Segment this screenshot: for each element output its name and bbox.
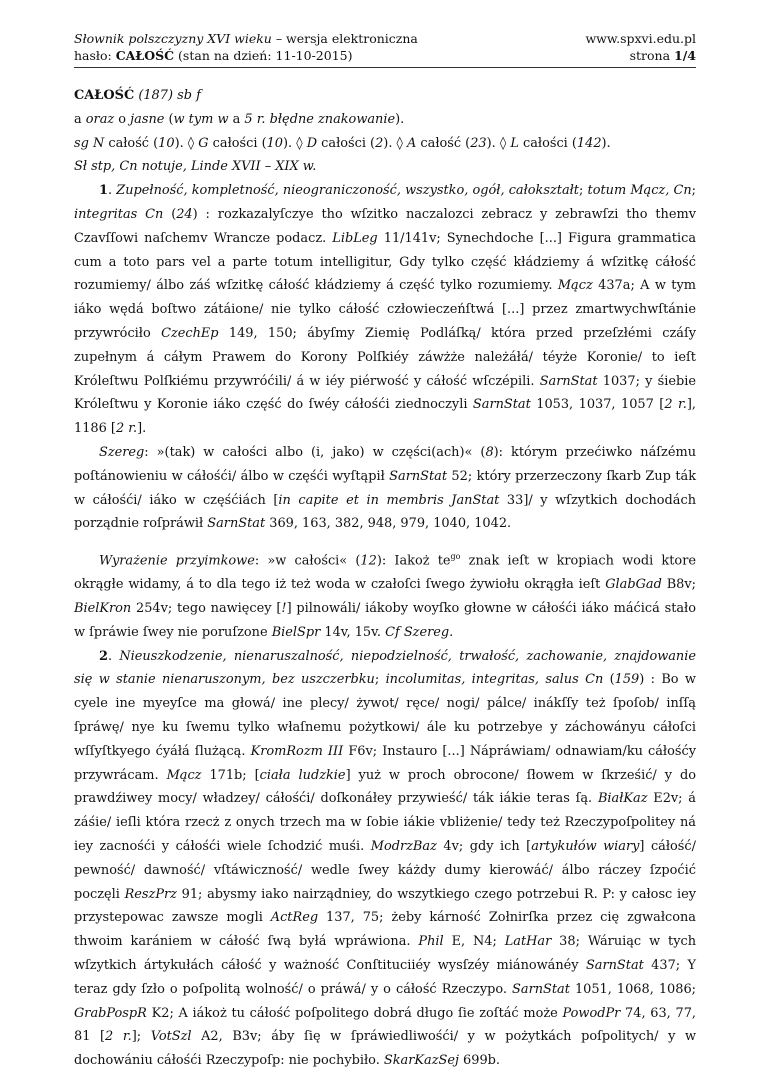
page-label: strona [629, 48, 675, 63]
source-abbrev: SarnStat [389, 468, 448, 484]
orth-seg: ( [164, 111, 174, 127]
s1-seg: ; [691, 183, 696, 199]
source-abbrev: GrabPospR [74, 1005, 147, 1021]
sense-number: 2 [99, 648, 108, 664]
source-abbrev: BielKron [74, 601, 132, 617]
inflection-line [74, 132, 696, 156]
s1-seg: . [107, 183, 117, 199]
infl-seg: D [306, 135, 318, 151]
source-abbrev: GlabGad [605, 577, 662, 593]
subhead-szereg: Szereg [99, 444, 145, 460]
quote: ): Iakoż te [376, 553, 451, 569]
entry-label: hasło: [74, 48, 116, 63]
s2-seg: 699b. [458, 1053, 501, 1069]
entry-headline [74, 84, 696, 108]
source-abbrev: SarnStat [512, 981, 570, 997]
superscript: go [450, 552, 461, 562]
infl-seg: ). ◊ [383, 135, 407, 151]
editorial-note: artykułów wiary [531, 839, 640, 854]
orth-seg: jasne [130, 111, 165, 127]
szereg-block [74, 441, 696, 536]
orth-seg: a [74, 111, 86, 127]
source-abbrev: SarnStat [207, 516, 266, 532]
sources-line [74, 155, 696, 179]
wyr-seg: : »w całości« ( [254, 553, 361, 569]
infl-seg: ). ◊ [486, 135, 511, 151]
running-header [74, 30, 696, 64]
quote: F6v; Instauro [...] Nápráwiam/ odnawiam/ku cáłośćy przywrácam. [74, 743, 696, 783]
s2-seg: 1051, 1068, 1086; [569, 981, 696, 997]
latin-equivalent: totum Mącz, Cn [587, 183, 692, 199]
infl-seg: całości ( [518, 135, 577, 151]
count: 8 [485, 444, 494, 460]
sense-1 [74, 179, 696, 441]
s2-seg: ; [374, 672, 386, 688]
quote: K2; A iákoż tu cáłość poſpolitego dobrá długo ſie zoſtáć może [146, 1005, 563, 1021]
sense-2 [74, 645, 696, 1073]
quote: 137, 75; żeby kárność Zołnirſka przez cię zgwałcona thwoim karániem w cáłość ſwą byłá wpráwiona. [74, 910, 696, 950]
quote: ): którym przećiwko náſzému poſtánowieniu w cáłośći/ álbo w częśći wyſtąpił [74, 444, 696, 484]
infl-seg: ). ◊ [283, 135, 307, 151]
sources-note: Sł stp, Cn notuje, Linde XVII – XIX w. [74, 159, 317, 175]
infl-seg: ). [601, 135, 611, 151]
orthography-note [74, 108, 696, 132]
infl-seg: całość ( [104, 135, 159, 151]
quote: ) : rozkazalyſczye tho wſzitko naczalozci zebracz y zebrawſzi tho themv Czavſſowi naſchemv Wrancze podacz. [74, 206, 696, 246]
wyrazenie-block [74, 545, 696, 644]
quote: E2v; á záśie/ ieſli która rzecż z onych trzech ma w ſobie iákie vbliżenie/ tedy też Rzeczypoſpolitey ná iey zacnośći y cáłośći wiele ſchodzić muśi. [74, 791, 696, 854]
header-right [585, 30, 696, 64]
date-note: (stan na dzień: 11-10-2015) [174, 48, 353, 63]
quote: 1037; y śiebie Króleſtwu y Koronie iáko część do ſwéy cáłośći ziednoczyli [74, 373, 696, 413]
quote: ] pilnowáli/ iákoby woyſko głowne w cáłośći iáko máćicá stało w ſpráwie ſwey nie poruſzone [74, 601, 697, 640]
orth-seg: o [114, 111, 131, 127]
s1-seg: ], 1186 [ [74, 397, 696, 437]
source-abbrev: ActReg [270, 910, 319, 926]
cross-reference[interactable]: Cf Szereg [385, 624, 450, 640]
s2-seg: E, N4; [443, 934, 505, 950]
infl-seg: całości ( [317, 135, 376, 151]
s2-seg: 4v; gdy ich [ [436, 839, 532, 854]
orth-seg: ). [395, 111, 405, 127]
source-abbrev: ModrzBaz [370, 839, 437, 854]
infl-seg: ). ◊ [174, 135, 199, 151]
quote: 33]/ y wſzytkich dochodách porządnie roſpráwił [74, 492, 697, 532]
infl-seg: 10 [158, 135, 175, 151]
source-abbrev: PowodPr [562, 1005, 621, 1021]
quote: 11/141v; Synechdoche [...] Figura grammatica cum a toto pars vel a parte totum intelligitur, Gdy tylko część kłádziemy á wſzitkę cáłość rozumiemy/ álbo záś wſzitkę cáłość kłádziemy á część tylko rozumiemy. [74, 230, 696, 294]
quote: 91; abysmy iako nairządniey, do wszytkiego czego potrzebui R. P: y całosc iey przystepowac zawsze mogli [74, 886, 696, 926]
quote: ] yuż w proch obrocone/ ſłowem w ſkrześić/ y do prawdźiwey mocy/ władzey/ cáłośći/ doſkonáłey przywieść/ ták iákie teras ſą. [74, 767, 696, 807]
source-abbrev: SarnStat [539, 373, 598, 389]
source-abbrev: Mącz [166, 767, 202, 783]
s2-seg: 74, 63, 77, 81 [ [74, 1005, 697, 1045]
source-abbrev: Phil [418, 934, 444, 950]
s1-seg: 2 r. [115, 421, 138, 437]
quote: 254v; tego nawięcey [ [131, 601, 282, 617]
infl-seg: 10 [266, 135, 284, 151]
infl-seg: L [510, 135, 519, 151]
editorial-note: ciała ludzkie [259, 767, 346, 783]
subhead-wyrazenie: Wyrażenie przyimkowe [99, 553, 255, 569]
infl-seg: całość ( [416, 135, 471, 151]
s2-seg: ( [603, 672, 615, 688]
infl-seg: 2 [375, 135, 384, 151]
header-left [74, 30, 418, 64]
count: 159 [614, 672, 640, 688]
quote: 38; Wáruiąc w tych wſzytkich ártykułách cáłość y ważność Conſtituciiéy wysſzéy miánowánéy [74, 934, 697, 973]
wyr-seg: ! [281, 601, 287, 617]
quote: ] cáłość/ pewność/ dawność/ vſtáwiczność/ wedle ſwey káżdy dumy kierowáć/ álbo ráczey ſzpoćić poczęli [74, 839, 696, 902]
infl-seg: całości ( [208, 135, 267, 151]
wyr-seg: B8v; [661, 577, 696, 593]
s2-seg: . [107, 648, 120, 664]
s1-seg: ]. [137, 421, 147, 437]
quote: 52; który przerzeczony ſkarb Zup ták w cáłośći/ iáko w częśćiách [ [74, 468, 697, 508]
source-abbrev: BielSpr [271, 624, 321, 640]
source-abbrev: ReszPrz [124, 886, 177, 902]
entry-content [74, 84, 696, 1073]
s1-seg: 2 r. [664, 397, 687, 413]
head-pos: sb f [177, 88, 201, 103]
source-abbrev: VotSzl [150, 1029, 192, 1045]
szereg-seg: 369, 163, 382, 948, 979, 1040, 1042. [265, 516, 512, 532]
page-number: 1/4 [674, 48, 696, 63]
source-abbrev: SkarKazSej [383, 1053, 459, 1069]
wyr-seg: . [449, 624, 454, 640]
orth-seg: w tym w [173, 111, 229, 127]
infl-seg: 142 [576, 135, 602, 151]
s1-seg: ; [579, 183, 588, 199]
quote: znak ieſt w kropiach wodi ktore okrągłe widamy, á to dla tego iż też woda w czałoſci ſwego żywiołu okrągła ieſt [74, 553, 696, 593]
count: 12 [360, 553, 377, 569]
latin-equivalent: integritas Cn [74, 206, 164, 222]
s1-seg: ( [163, 206, 177, 222]
latin-quote: in capite et in membris JanStat [278, 492, 500, 508]
quote: 437a; A w tym iáko wędá boſtwo zátáione/ nie tylko cáłość człowieczeńſtwá [...] przez zmartwychwſtánie przywróciło [74, 278, 696, 341]
infl-seg: A [407, 135, 417, 151]
source-abbrev: SarnStat [472, 397, 531, 413]
orth-seg: oraz [85, 111, 115, 127]
s1-seg: 1053, 1037, 1057 [ [530, 397, 665, 413]
s2-seg: 2 r. [105, 1029, 132, 1045]
source-abbrev: LibLeg [332, 230, 378, 246]
source-abbrev: BiałKaz [597, 791, 648, 807]
version-label: – wersja elektroniczna [271, 31, 418, 46]
szereg-seg: : »(tak) w całości albo (i, jako) w części(ach)« ( [144, 444, 486, 460]
sense-definition: Nieuszkodzenie, nienaruszalność, niepodzielność, trwałość, zachowanie, znajdowanie się w stanie nienaruszonym, bez uszczerbku [74, 648, 696, 688]
quote: 437; Y teraz gdy ſzło o poſpolitą wolność/ o práwá/ y o cáłość Rzeczypo. [74, 957, 697, 997]
s2-seg: ]; [131, 1029, 151, 1045]
infl-seg: 23 [470, 135, 487, 151]
source-abbrev: SarnStat [585, 957, 644, 973]
quote: ) : Bo w cyele ine myeyſce ma głowá/ ine plecy/ żywot/ ręce/ nogi/ pálce/ inákſſy też ſpoſob/ inſſą ſpráwę/ nye ku ſwemu tylko właſnemu pożytkowi/ ále ku potrzebye y záchowányu cáłoſci wſſyſtkyego ćyáłá ſlużącą. [74, 672, 696, 759]
header-divider [74, 67, 696, 68]
head-word: CAŁOŚĆ [74, 88, 135, 103]
quote: A2, B3v; áby ſię w ſpráwiedliwośći/ y w pożytkách poſpolitych/ y w dochowániu cáłośći Rzeczypoſp: nie pochybiło. [74, 1029, 696, 1069]
s2-seg: 171b; [ [201, 767, 260, 783]
site-url[interactable]: www.spxvi.edu.pl [585, 31, 696, 46]
wyr-seg: 14v, 15v. [320, 624, 386, 640]
orth-seg: a [228, 111, 245, 127]
dictionary-title: Słownik polszczyzny XVI wieku [74, 31, 272, 46]
infl-seg: G [198, 135, 209, 151]
orth-seg: 5 r. błędne znakowanie [244, 111, 396, 127]
source-abbrev: KromRozm III [250, 743, 344, 759]
quote: 149, 150; ábyſmy Ziemię Podláſką/ która przed przeſzłémi czáſy zupełnym á cáłym Prawem do Korony Polſkiéy záwżże należáłá/ téyże Koronie/ to ieſt Króleſtwu Polſkiému przywróćili/ á w iéy piérwość y cáłość wſczépili. [74, 325, 697, 389]
count: 24 [176, 206, 193, 222]
head-count: (187) [138, 88, 173, 103]
infl-seg: sg N [74, 135, 105, 151]
source-abbrev: Mącz [557, 278, 593, 294]
source-abbrev: LatHar [504, 934, 552, 950]
latin-equivalent: incolumitas, integritas, salus Cn [385, 672, 604, 688]
entry-word: CAŁOŚĆ [115, 48, 175, 63]
sense-definition: Zupełność, kompletność, nieograniczoność, wszystko, ogół, całokształt [116, 183, 579, 199]
source-abbrev: CzechEp [161, 325, 219, 341]
sense-number: 1 [99, 183, 108, 199]
